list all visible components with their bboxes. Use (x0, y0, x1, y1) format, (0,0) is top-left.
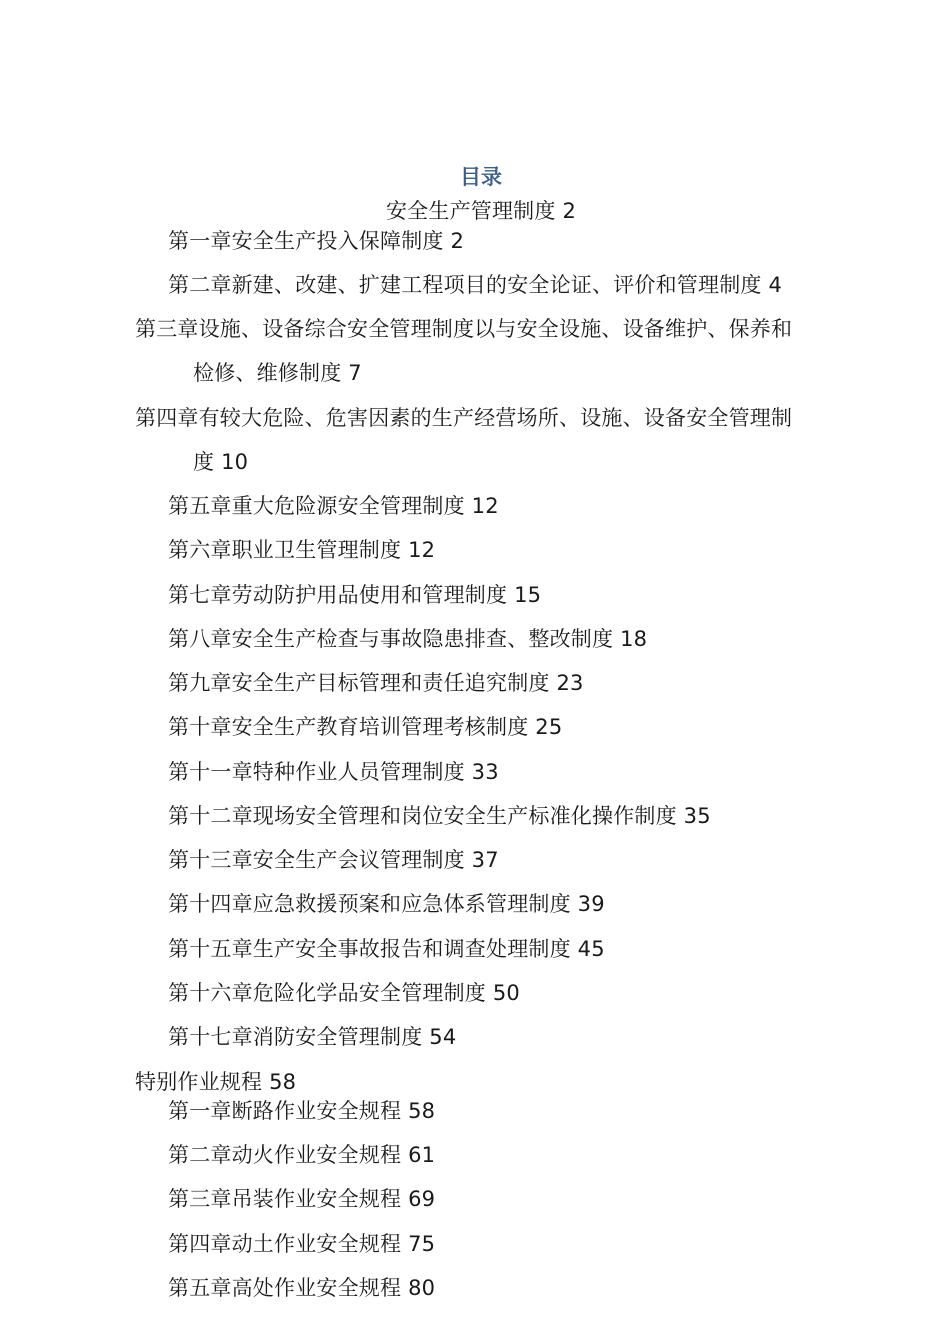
toc-entry[interactable]: 第十六章危险化学品安全管理制度 50 (168, 981, 520, 1005)
toc-entry[interactable]: 第十四章应急救援预案和应急体系管理制度 39 (168, 892, 605, 916)
toc-entry[interactable]: 第十三章安全生产会议管理制度 37 (168, 848, 499, 872)
toc-entry[interactable]: 第一章安全生产投入保障制度 2 (168, 229, 465, 253)
toc-entry-continuation[interactable]: 度 10 (193, 450, 249, 474)
toc-title: 目录 (460, 165, 502, 189)
toc-entry[interactable]: 第三章吊装作业安全规程 69 (168, 1187, 436, 1211)
toc-entry[interactable]: 第二章新建、改建、扩建工程项目的安全论证、评价和管理制度 4 (168, 273, 783, 297)
toc-entry[interactable]: 第十二章现场安全管理和岗位安全生产标准化操作制度 35 (168, 804, 711, 828)
toc-entry-continuation[interactable]: 检修、维修制度 7 (193, 361, 362, 385)
toc-entry[interactable]: 第七章劳动防护用品使用和管理制度 15 (168, 583, 542, 607)
toc-entry[interactable]: 第九章安全生产目标管理和责任追究制度 23 (168, 671, 584, 695)
toc-entry[interactable]: 第十章安全生产教育培训管理考核制度 25 (168, 715, 563, 739)
toc-entry[interactable]: 第三章设施、设备综合安全管理制度以与安全设施、设备维护、保养和 (135, 317, 793, 341)
toc-entry[interactable]: 第五章高处作业安全规程 80 (168, 1276, 436, 1300)
toc-entry[interactable]: 第六章职业卫生管理制度 12 (168, 538, 436, 562)
toc-entry[interactable]: 第十七章消防安全管理制度 54 (168, 1025, 457, 1049)
toc-entry[interactable]: 第十五章生产安全事故报告和调查处理制度 45 (168, 937, 605, 961)
toc-entry[interactable]: 第四章动土作业安全规程 75 (168, 1232, 436, 1256)
toc-entry[interactable]: 第一章断路作业安全规程 58 (168, 1099, 436, 1123)
toc-entry[interactable]: 第五章重大危险源安全管理制度 12 (168, 494, 499, 518)
toc-entry[interactable]: 第四章有较大危险、危害因素的生产经营场所、设施、设备安全管理制 (135, 406, 793, 430)
toc-part-heading[interactable]: 安全生产管理制度 2 (385, 199, 577, 223)
toc-entry[interactable]: 第二章动火作业安全规程 61 (168, 1143, 436, 1167)
toc-part-heading[interactable]: 特别作业规程 58 (135, 1070, 297, 1094)
toc-entry[interactable]: 第八章安全生产检查与事故隐患排查、整改制度 18 (168, 627, 648, 651)
toc-entry[interactable]: 第十一章特种作业人员管理制度 33 (168, 760, 499, 784)
